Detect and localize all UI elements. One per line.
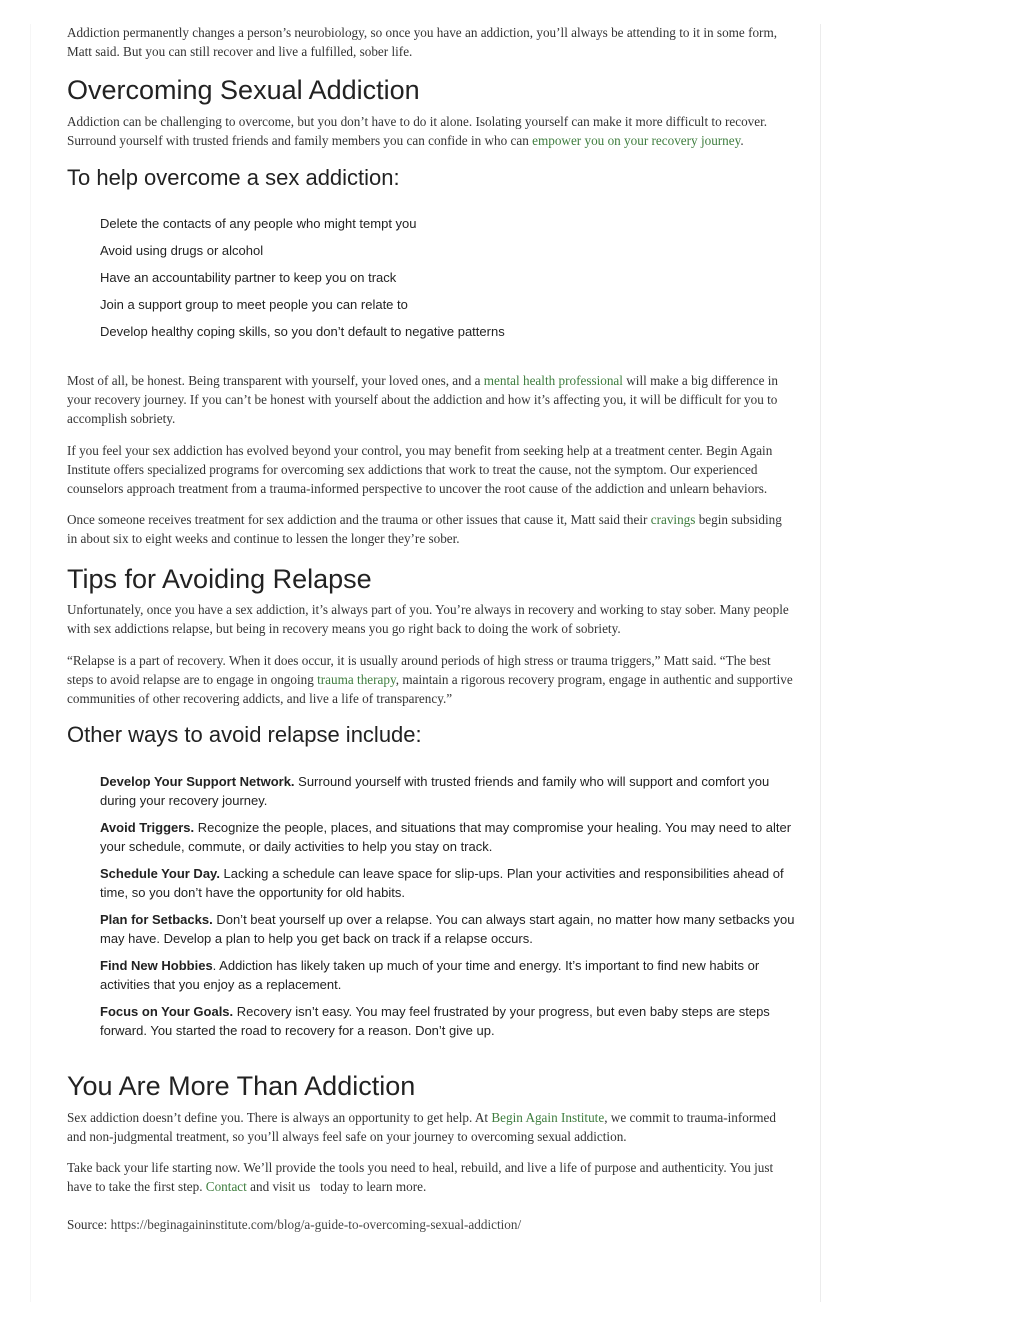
source-url[interactable]: https://beginagaininstitute.com/blog/a-guide-to-overcoming-sexual-addiction/ bbox=[110, 1217, 522, 1232]
help-list-item: Delete the contacts of any people who might tempt you bbox=[100, 216, 417, 231]
tips-paragraph bbox=[67, 601, 795, 639]
help-list-item: Avoid using drugs or alcohol bbox=[100, 243, 264, 258]
honest-paragraph bbox=[67, 372, 795, 428]
help-list-item: Have an accountability partner to keep you on track bbox=[100, 270, 397, 285]
overcoming-text-end: . bbox=[740, 132, 744, 148]
source-line bbox=[67, 1216, 795, 1235]
heading-tips: Tips for Avoiding Relapse bbox=[67, 564, 372, 594]
other-list-item bbox=[100, 911, 795, 957]
help-list-item: Join a support group to meet people you can relate to bbox=[100, 297, 408, 312]
item-lead: Develop Your Support Network. bbox=[100, 774, 295, 789]
item-text: . Addiction has likely taken up much of your time and energy. It’s important to find new habits or activities that you enjoy as a replacement. bbox=[100, 958, 760, 992]
other-list bbox=[67, 773, 795, 1049]
trauma-therapy-link[interactable]: trauma therapy bbox=[317, 671, 396, 687]
cta-text: Take back your life starting now. We’ll provide the tools you need to heal, rebuild, and live a life of purpose and authenticity. You just have to take the first step. bbox=[67, 1160, 774, 1194]
item-text: Recovery isn’t easy. You may feel frustrated by your progress, but even baby steps are steps forward. You started the road to recovery for a reason. Don’t give up. bbox=[100, 1004, 770, 1038]
cravings-text-end: begin subsiding in about six to eight weeks and continue to lessen the longer they’re sober. bbox=[67, 512, 782, 546]
cravings-paragraph bbox=[67, 511, 795, 549]
item-lead: Focus on Your Goals. bbox=[100, 1004, 234, 1019]
heading-other: Other ways to avoid relapse include: bbox=[67, 722, 422, 747]
item-lead: Schedule Your Day. bbox=[100, 866, 220, 881]
cta-paragraph bbox=[67, 1159, 795, 1197]
honest-text-end: will make a big difference in your recovery journey. If you can’t be honest with yourself about the addiction and how it’s affecting you, it will be difficult for you to accomplish sobriety. bbox=[67, 373, 778, 426]
heading-overcoming: Overcoming Sexual Addiction bbox=[67, 75, 420, 105]
item-lead: Plan for Setbacks. bbox=[100, 912, 213, 927]
treatment-text: If you feel your sex addiction has evolved beyond your control, you may benefit from seeking help at a treatment center. Begin Again Institute offers specialized programs for overcoming sex addictions that work to treat the cause, not the symptom. Our experienced counselors approach treatment from a trauma-informed perspective to uncover the root cause of the addiction and unlearn behaviors. bbox=[67, 443, 773, 496]
cravings-link[interactable]: cravings bbox=[650, 512, 696, 527]
tips-text: Unfortunately, once you have a sex addiction, it’s always part of you. You’re always in recovery and working to stay sober. Many people with sex addictions relapse, but being in recovery means you go right back to doing the work of sobriety. bbox=[67, 602, 789, 636]
other-list-item bbox=[100, 773, 795, 819]
help-list bbox=[67, 215, 795, 350]
item-text: Lacking a schedule can leave space for slip-ups. Plan your activities and responsibilities ahead of time, so you don’t have the opportunity for old habits. bbox=[100, 866, 784, 900]
help-list-item: Develop healthy coping skills, so you don’t default to negative patterns bbox=[100, 324, 505, 339]
cravings-text: Once someone receives treatment for sex addiction and the trauma or other issues that cause it, Matt said their bbox=[67, 512, 651, 527]
item-lead: Avoid Triggers. bbox=[100, 820, 195, 835]
source-label: Source: bbox=[67, 1217, 111, 1232]
treatment-paragraph bbox=[67, 442, 795, 498]
quote-text: “Relapse is a part of recovery. When it does occur, it is usually around periods of high stress or trauma triggers,” Matt said. “The best steps to avoid relapse are to engage in ongoing bbox=[67, 653, 771, 687]
quote-text-end: , maintain a rigorous recovery program, engage in authentic and supportive communities of other recovering addicts, and live a life of transparency.” bbox=[67, 671, 793, 706]
article-page bbox=[31, 24, 820, 1302]
overcoming-text: Addiction can be challenging to overcome, but you don’t have to do it alone. Isolating yourself can make it more difficult to recover. Surround yourself with trusted friends and family members you can confide in who can bbox=[67, 114, 768, 148]
intro-text: Addiction permanently changes a person’s neurobiology, so once you have an addiction, you’ll always be attending to it in some form, Matt said. But you can still recover and live a fulfilled, sober life. bbox=[67, 25, 777, 59]
item-lead: Find New Hobbies bbox=[100, 958, 213, 973]
item-text: Recognize the people, places, and situations that may compromise your healing. You may need to alter your schedule, commute, or daily activities to help you stay on track. bbox=[100, 820, 792, 854]
heading-help: To help overcome a sex addiction: bbox=[67, 165, 400, 190]
intro-paragraph bbox=[67, 24, 795, 62]
heading-more: You Are More Than Addiction bbox=[67, 1071, 416, 1101]
other-list-item bbox=[100, 865, 795, 911]
cta-text-end: and visit us today to learn more. bbox=[246, 1178, 427, 1194]
more-text-end: , we commit to trauma-informed and non-judgmental treatment, so you’ll always feel safe on your journey to overcoming sexual addiction. bbox=[67, 1110, 776, 1144]
item-text: Don’t beat yourself up over a relapse. You can always start again, no matter how many setbacks you may have. Develop a plan to help you get back on track if a relapse occurs. bbox=[100, 912, 795, 946]
item-text: Surround yourself with trusted friends and family who will support and comfort you during your recovery journey. bbox=[100, 774, 770, 808]
begin-again-link[interactable]: Begin Again Institute bbox=[491, 1110, 605, 1125]
other-list-item bbox=[100, 957, 795, 1003]
quote-paragraph bbox=[67, 652, 795, 708]
other-list-item bbox=[100, 1003, 795, 1049]
empower-link[interactable]: empower you on your recovery journey bbox=[532, 132, 741, 148]
more-paragraph bbox=[67, 1109, 795, 1147]
other-list-item bbox=[100, 819, 795, 865]
more-text: Sex addiction doesn’t define you. There is always an opportunity to get help. At bbox=[67, 1110, 492, 1125]
mental-health-link[interactable]: mental health professional bbox=[483, 373, 623, 388]
contact-link[interactable]: Contact bbox=[205, 1178, 247, 1194]
overcoming-paragraph bbox=[67, 113, 795, 151]
honest-text: Most of all, be honest. Being transparent with yourself, your loved ones, and a bbox=[67, 373, 484, 388]
